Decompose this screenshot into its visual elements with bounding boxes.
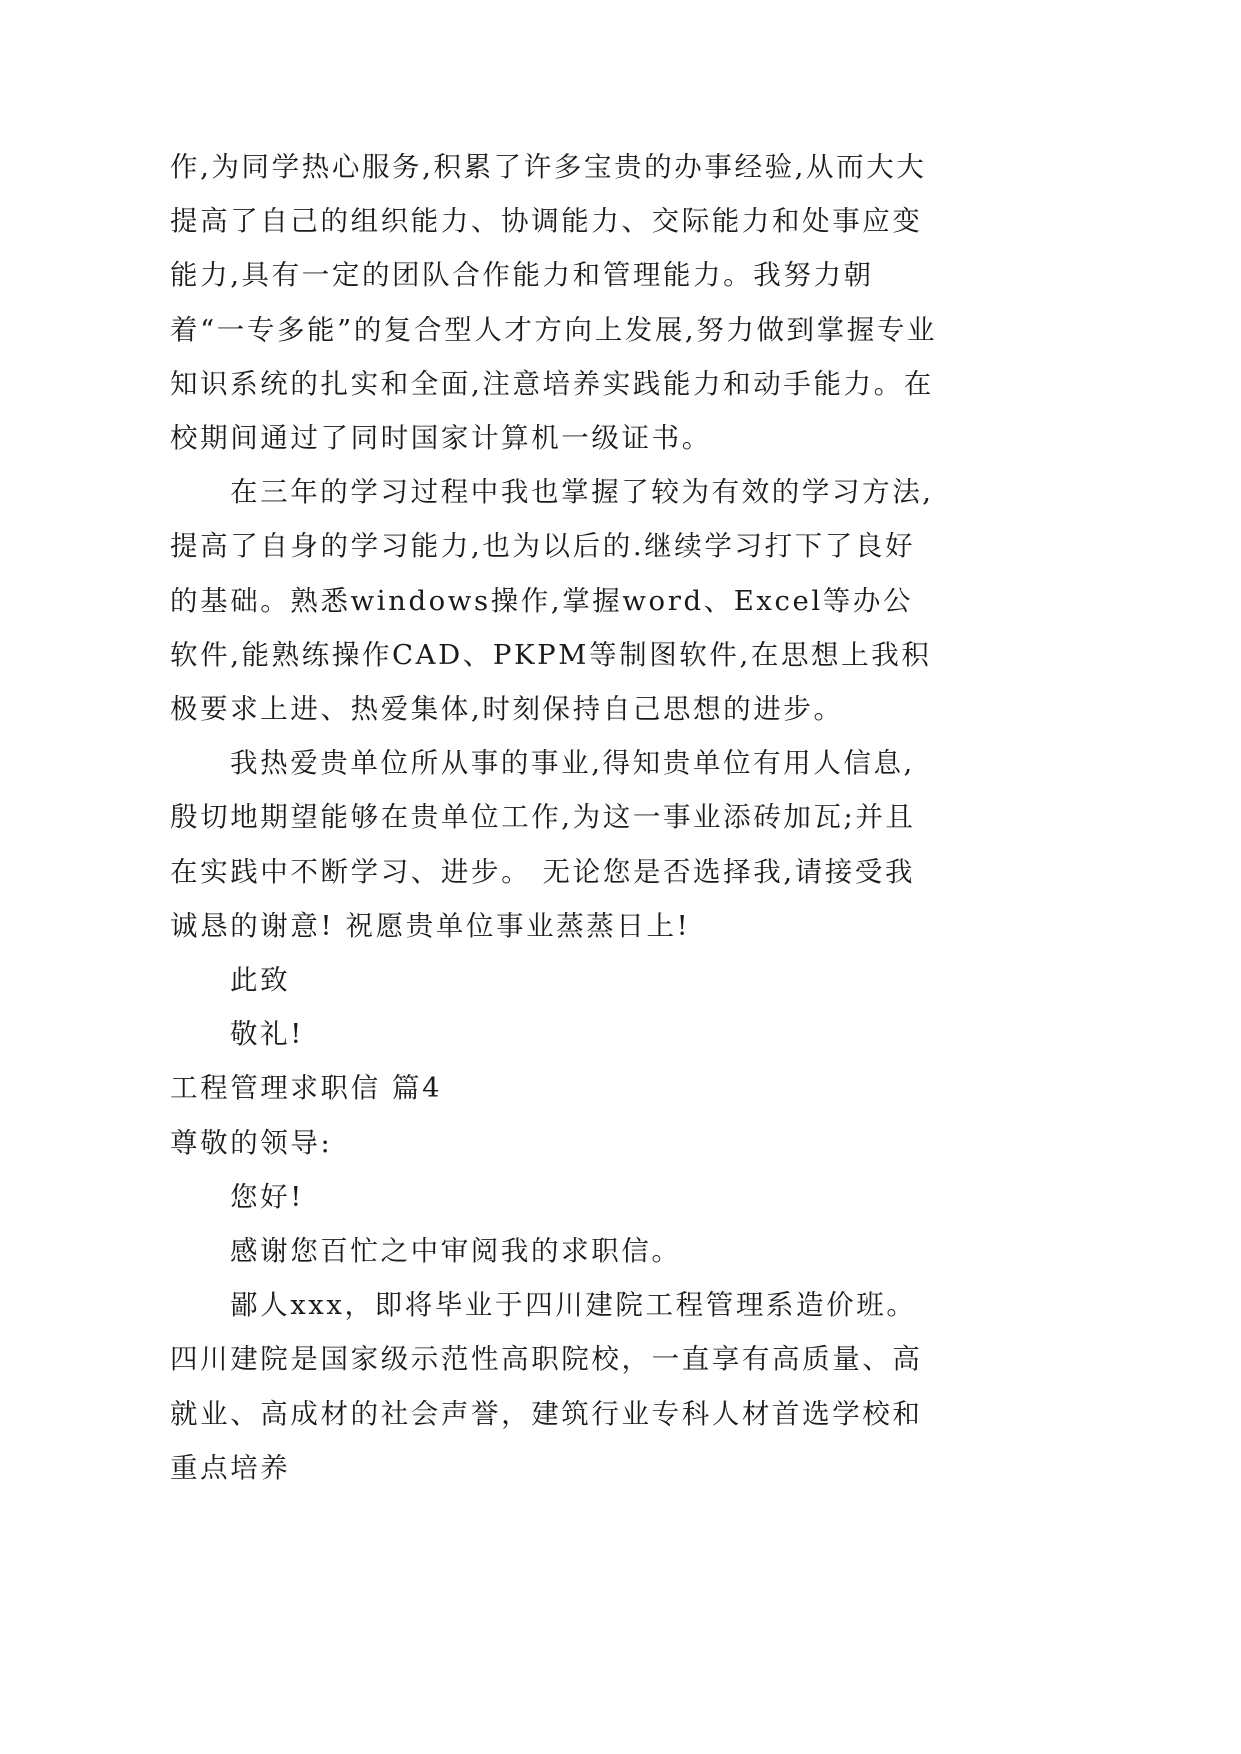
- document-body: [170, 140, 942, 1495]
- salutation: 尊敬的领导:: [170, 1126, 333, 1159]
- paragraph-introduction: 鄙人xxx，即将毕业于四川建院工程管理系造价班。四川建院是国家级示范性高职院校，一直享有高质量、高就业、高成材的社会声誉，建筑行业专科人材首选学校和重点培养: [170, 1289, 923, 1484]
- paragraph-skills: 在三年的学习过程中我也掌握了较为有效的学习方法,提高了自身的学习能力,也为以后的.继续学习打下了良好的基础。熟悉windows操作,掌握word、Excel等办公软件,能熟练操作CAD、PKPM等制图软件,在思想上我积极要求上进、热爱集体,时刻保持自己思想的进步。: [170, 476, 934, 726]
- thanks-line: 感谢您百忙之中审阅我的求职信。: [230, 1235, 682, 1268]
- section-title: 工程管理求职信 篇4: [170, 1072, 443, 1105]
- paragraph-aspiration: 我热爱贵单位所从事的事业,得知贵单位有用人信息,殷切地期望能够在贵单位工作,为这一事业添砖加瓦;并且在实践中不断学习、进步。 无论您是否选择我,请接受我诚恳的谢意! 祝愿贵单位事业蒸蒸日上!: [170, 747, 916, 942]
- closing-line-1: 此致: [230, 964, 291, 997]
- paragraph-experience: 作,为同学热心服务,积累了许多宝贵的办事经验,从而大大提高了自己的组织能力、协调能力、交际能力和处事应变能力,具有一定的团队合作能力和管理能力。我努力朝着“一专多能”的复合型人才方向上发展,努力做到掌握专业知识系统的扎实和全面,注意培养实践能力和动手能力。在校期间通过了同时国家计算机一级证书。: [170, 151, 938, 455]
- closing-line-2: 敬礼!: [230, 1018, 304, 1051]
- greeting: 您好!: [230, 1180, 304, 1213]
